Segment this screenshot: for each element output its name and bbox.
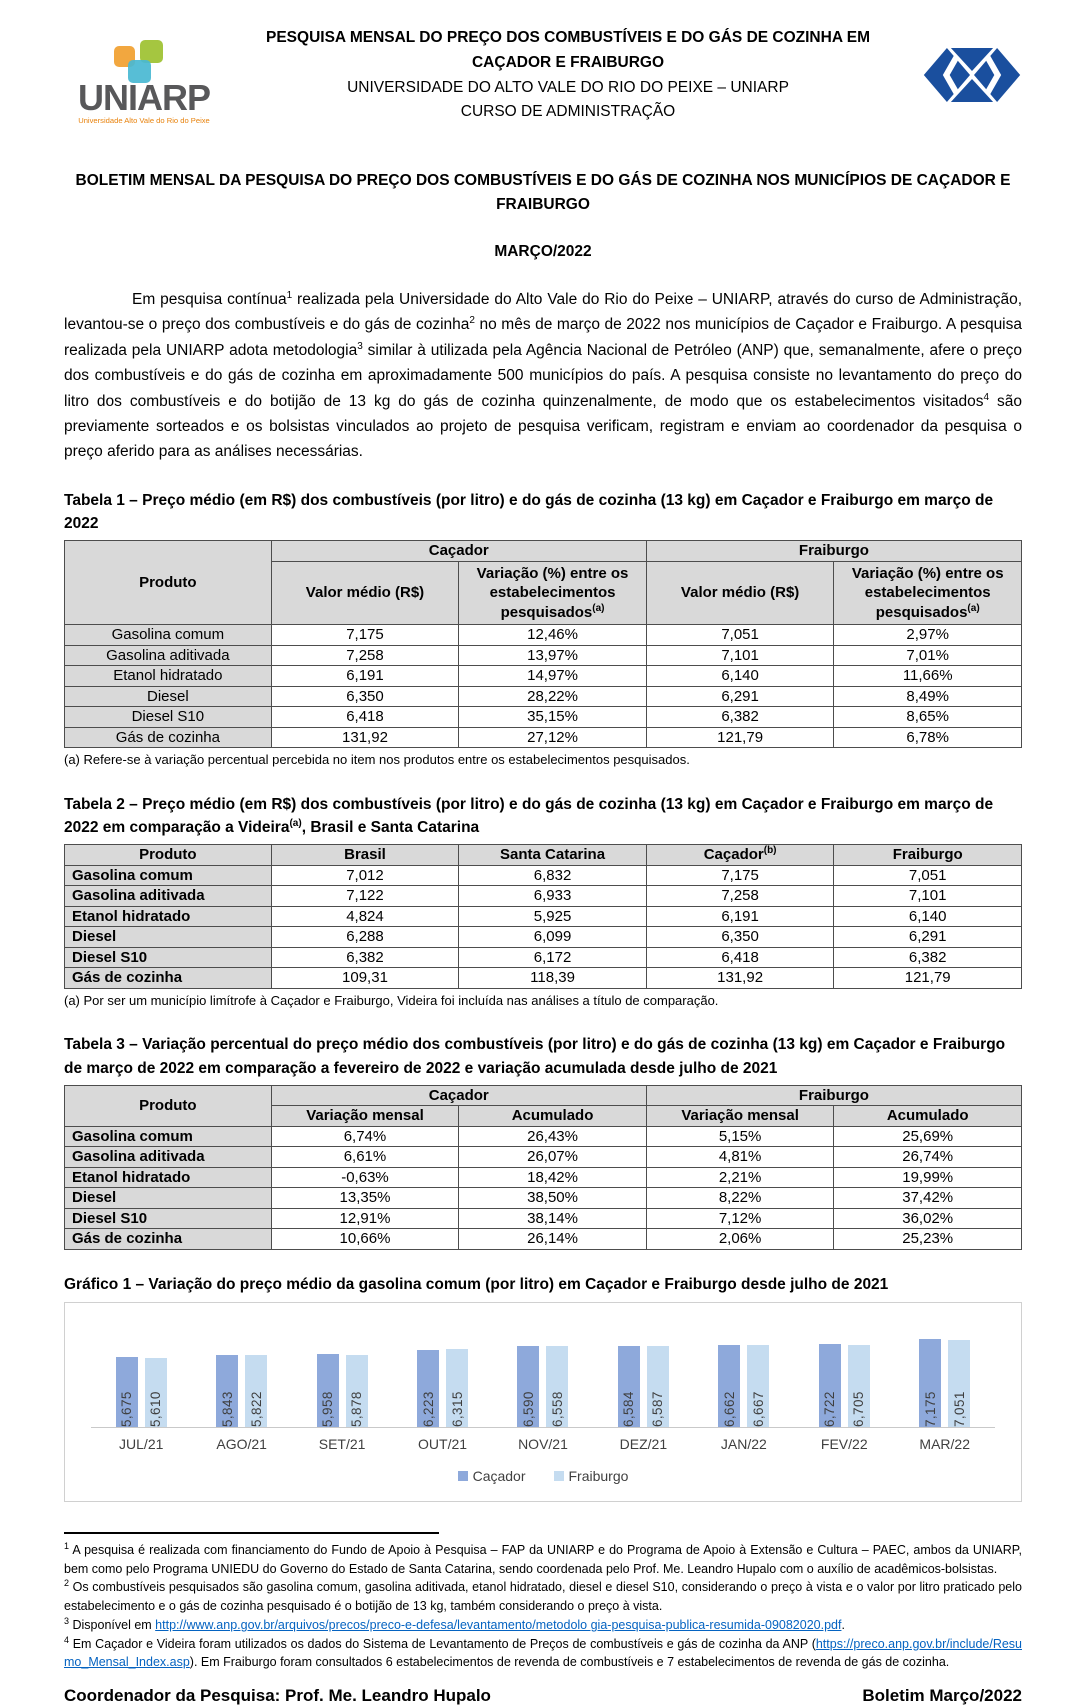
x-axis-label: NOV/21: [518, 1435, 568, 1452]
value-cell: 19,99%: [834, 1167, 1022, 1188]
superscript-marker: (b): [763, 845, 777, 857]
product-cell: Gasolina aditivada: [65, 645, 272, 666]
value-cell: 8,49%: [834, 686, 1022, 707]
bar-value-label: 6,705: [851, 1391, 867, 1427]
bar-group: [493, 1319, 593, 1427]
superscript-marker: 2: [64, 1578, 70, 1589]
bar-caçador: [216, 1355, 238, 1427]
table-row: [65, 947, 1022, 968]
value-cell: 7,175: [646, 865, 834, 886]
x-axis-label: AGO/21: [216, 1435, 267, 1452]
bar-caçador: [919, 1339, 941, 1427]
value-cell: 7,12%: [646, 1208, 834, 1229]
bar-fraiburgo: [145, 1358, 167, 1427]
table-row: [65, 1167, 1022, 1188]
bar-value-label: 5,843: [219, 1391, 235, 1427]
value-cell: 2,97%: [834, 625, 1022, 646]
legend-swatch: [554, 1471, 564, 1481]
uniarp-logo: [64, 24, 234, 139]
header-titles: [234, 24, 902, 125]
value-cell: 6,140: [646, 666, 834, 687]
chart-legend: [91, 1468, 995, 1484]
table-row: [65, 1208, 1022, 1229]
legend-label: Caçador: [472, 1467, 526, 1484]
value-cell: 6,933: [459, 886, 647, 907]
bar-value-label: 5,822: [248, 1391, 264, 1427]
product-cell: Gasolina comum: [65, 625, 272, 646]
bar-group: [91, 1319, 191, 1427]
value-cell: 7,101: [834, 886, 1022, 907]
uniarp-tagline: Universidade Alto Vale do Rio do Peixe: [78, 116, 210, 125]
value-cell: 131,92: [271, 727, 459, 748]
table2-header-row: [65, 845, 1022, 866]
table-row: [65, 865, 1022, 886]
table3: [64, 1085, 1022, 1250]
bar-caçador: [718, 1345, 740, 1427]
bar-value-label: 7,051: [951, 1391, 967, 1427]
footer-bulletin: Boletim Março/2022: [862, 1686, 1022, 1706]
bar-fraiburgo: [546, 1346, 568, 1427]
table-row: [65, 927, 1022, 948]
bar-caçador: [317, 1354, 339, 1427]
bar-caçador: [618, 1346, 640, 1427]
value-cell: 6,350: [271, 686, 459, 707]
product-cell: Etanol hidratado: [65, 666, 272, 687]
superscript-marker: 2: [469, 315, 475, 327]
product-cell: Diesel S10: [65, 707, 272, 728]
value-cell: 6,291: [834, 927, 1022, 948]
bar-fraiburgo: [245, 1355, 267, 1427]
table1-col-fraiburgo: Fraiburgo: [646, 541, 1021, 562]
bar-value-label: 6,590: [520, 1391, 536, 1427]
table2-title: Tabela 2 – Preço médio (em R$) dos combustíveis (por litro) e do gás de cozinha (13 kg) em Caçador e Fraiburgo em março de 2022 em comparação a Videira$^{(a)}$, Brasil e Santa Catarina: [64, 795, 994, 837]
bar-value-label: 6,662: [721, 1391, 737, 1427]
value-cell: 26,07%: [459, 1147, 647, 1168]
bar-value-label: 5,958: [320, 1391, 336, 1427]
table-row: [65, 686, 1022, 707]
product-cell: Etanol hidratado: [65, 1167, 272, 1188]
table3-col-cacador: Caçador: [271, 1085, 646, 1106]
x-axis-label: JAN/22: [720, 1435, 767, 1452]
value-cell: 35,15%: [459, 707, 647, 728]
value-cell: 7,051: [646, 625, 834, 646]
table3-subcol-mensal: Variação mensal: [271, 1106, 459, 1127]
bar-caçador: [819, 1344, 841, 1427]
value-cell: 7,258: [271, 645, 459, 666]
bar-fraiburgo: [346, 1355, 368, 1427]
table2-col-sc: Santa Catarina: [459, 845, 647, 866]
table-row: [65, 707, 1022, 728]
bar-group: [392, 1319, 492, 1427]
table1-subcol-valor: Valor médio (R$): [271, 561, 459, 625]
value-cell: 36,02%: [834, 1208, 1022, 1229]
header-university: UNIVERSIDADE DO ALTO VALE DO RIO DO PEIXE – UNIARP: [347, 78, 789, 96]
superscript-marker: (a): [592, 602, 605, 614]
intro-paragraph: Em pesquisa contínua$^1$ realizada pela Universidade do Alto Vale do Rio do Peixe – UNIARP, através do curso de Administração, levantou-se o preço dos combustíveis e do gás de cozinha$^2$ no mês de março de 2022 nos municípios de Caçador e Fraiburgo. A pesquisa realizada pela UNIARP adota metodologia$^3$ similar à utilizada pela Agência Nacional de Petróleo (ANP) que, semanalmente, afere o preço dos combustíveis e do gás de cozinha em aproximadamente 500 municípios do país. A pesquisa consiste no levantamento do preço do litro dos combustíveis e do botijão de 13 kg do gás de cozinha quinzenalmente, de modo que os estabelecimentos visitados$^4$ são previamente sorteados e os bolsistas vinculados ao projeto de pesquisa verificam, registram e enviam ao coordenador da pesquisa o preço aferido para as análises necessárias.: [64, 289, 1022, 461]
value-cell: 6,191: [646, 906, 834, 927]
value-cell: 7,258: [646, 886, 834, 907]
bar-caçador: [116, 1357, 138, 1427]
table3-col-produto: Produto: [65, 1085, 272, 1126]
value-cell: 12,91%: [271, 1208, 459, 1229]
table3-subcol-acumulado: Acumulado: [459, 1106, 647, 1127]
value-cell: 5,15%: [646, 1126, 834, 1147]
value-cell: 26,74%: [834, 1147, 1022, 1168]
table-row: [65, 1126, 1022, 1147]
product-cell: Gasolina comum: [65, 1126, 272, 1147]
superscript-marker: 3: [357, 340, 363, 352]
bulletin-title: BOLETIM MENSAL DA PESQUISA DO PREÇO DOS COMBUSTÍVEIS E DO GÁS DE COZINHA NOS MUNICÍPIOS DE CAÇADOR E FRAIBURGO: [75, 172, 1011, 214]
table1-subcol-variacao: Variação (%) entre os estabelecimentos pesquisados$^{(a)}$: [834, 561, 1022, 625]
table-row: [65, 666, 1022, 687]
value-cell: 6,350: [646, 927, 834, 948]
product-cell: Diesel S10: [65, 947, 272, 968]
value-cell: 6,140: [834, 906, 1022, 927]
month-title: MARÇO/2022: [494, 243, 592, 261]
bar-value-label: 6,722: [822, 1391, 838, 1427]
value-cell: 6,78%: [834, 727, 1022, 748]
value-cell: 25,23%: [834, 1229, 1022, 1250]
uniarp-logo-graphic: [64, 38, 224, 134]
bar-group: [895, 1319, 995, 1427]
bar-value-label: 5,610: [148, 1391, 164, 1427]
bar-value-label: 6,223: [420, 1391, 436, 1427]
value-cell: 7,01%: [834, 645, 1022, 666]
table-row: [65, 727, 1022, 748]
value-cell: 2,21%: [646, 1167, 834, 1188]
value-cell: 6,418: [646, 947, 834, 968]
bar-value-label: 6,587: [650, 1391, 666, 1427]
table2-col-cacador: Caçador$^{(b)}$: [646, 845, 834, 866]
value-cell: 6,099: [459, 927, 647, 948]
bar-value-label: 6,667: [750, 1391, 766, 1427]
x-axis-label: MAR/22: [919, 1435, 970, 1452]
table1-col-cacador: Caçador: [271, 541, 646, 562]
product-cell: Diesel S10: [65, 1208, 272, 1229]
product-cell: Etanol hidratado: [65, 906, 272, 927]
value-cell: 14,97%: [459, 666, 647, 687]
table1-col-produto: Produto: [65, 541, 272, 625]
superscript-marker: 4: [983, 391, 990, 403]
legend-swatch: [458, 1471, 468, 1481]
value-cell: 7,101: [646, 645, 834, 666]
bar-fraiburgo: [948, 1340, 970, 1427]
value-cell: 121,79: [646, 727, 834, 748]
product-cell: Gasolina aditivada: [65, 1147, 272, 1168]
value-cell: 26,14%: [459, 1229, 647, 1250]
bar-group: [694, 1319, 794, 1427]
chart-plot-area: [91, 1319, 995, 1428]
table1-subcol-valor: Valor médio (R$): [646, 561, 834, 625]
value-cell: 7,051: [834, 865, 1022, 886]
value-cell: 27,12%: [459, 727, 647, 748]
value-cell: 6,382: [646, 707, 834, 728]
bar-group: [593, 1319, 693, 1427]
legend-label: Fraiburgo: [568, 1467, 629, 1484]
bar-value-label: 5,878: [349, 1391, 365, 1427]
value-cell: 13,97%: [459, 645, 647, 666]
table3-body: [65, 1126, 1022, 1249]
bar-value-label: 7,175: [922, 1391, 938, 1427]
footnote-4: $^4$ Em Caçador e Videira foram utilizados os dados do Sistema de Levantamento de Preços de combustíveis e gás de cozinha da ANP (https://preco.anp.gov.br/include/Resumo_Mensal_Index.asp). Em Fraiburgo foram consultados 6 estabelecimentos de revenda de combustíveis e 7 estabelecimentos de revenda de gás de cozinha.: [64, 1634, 1022, 1670]
product-cell: Gás de cozinha: [65, 727, 272, 748]
table3-subcol-acumulado: Acumulado: [834, 1106, 1022, 1127]
product-cell: Diesel: [65, 927, 272, 948]
x-axis-label: SET/21: [318, 1435, 366, 1452]
superscript-marker: 4: [64, 1634, 70, 1645]
table2-col-produto: Produto: [65, 845, 272, 866]
bar-fraiburgo: [647, 1346, 669, 1427]
x-axis-label: DEZ/21: [619, 1435, 668, 1452]
value-cell: 8,22%: [646, 1188, 834, 1209]
value-cell: 37,42%: [834, 1188, 1022, 1209]
legend-item-caçador: [458, 1468, 526, 1484]
value-cell: 131,92: [646, 968, 834, 989]
value-cell: 2,06%: [646, 1229, 834, 1250]
bar-value-label: 5,675: [119, 1391, 135, 1427]
header-course: CURSO DE ADMINISTRAÇÃO: [460, 103, 676, 121]
table-row: [65, 906, 1022, 927]
bar-group: [794, 1319, 894, 1427]
bar-caçador: [417, 1350, 439, 1427]
bar-group: [191, 1319, 291, 1427]
document-header: [64, 24, 1022, 139]
table3-title: Tabela 3 – Variação percentual do preço médio dos combustíveis (por litro) e do gás de cozinha (13 kg) em Caçador e Fraiburgo de março de 2022 em comparação a fevereiro de 2022 e variação acumulada desde julho de 2021: [64, 1036, 1006, 1077]
superscript-marker: 3: [64, 1615, 70, 1626]
value-cell: 12,46%: [459, 625, 647, 646]
table3-subcol-mensal: Variação mensal: [646, 1106, 834, 1127]
footnote-separator: [64, 1532, 439, 1534]
value-cell: 4,824: [271, 906, 459, 927]
superscript-marker: 1: [64, 1540, 70, 1551]
table1-footnote: (a) Refere-se à variação percentual percebida no item nos produtos entre os estabelecimentos pesquisados.: [64, 752, 690, 768]
bar-value-label: 6,315: [449, 1391, 465, 1427]
product-cell: Diesel: [65, 686, 272, 707]
table2-body: [65, 865, 1022, 988]
superscript-marker: 1: [286, 289, 293, 301]
value-cell: 6,291: [646, 686, 834, 707]
value-cell: 8,65%: [834, 707, 1022, 728]
table2-col-brasil: Brasil: [271, 845, 459, 866]
table-row: [65, 968, 1022, 989]
table-row: [65, 645, 1022, 666]
table2-col-fraiburgo: Fraiburgo: [834, 845, 1022, 866]
table1-body: [65, 625, 1022, 748]
footer-coordinator: Coordenador da Pesquisa: Prof. Me. Leandro Hupalo: [64, 1686, 491, 1706]
diamond-logo-graphic: [922, 42, 1022, 108]
superscript-marker: (a): [967, 602, 980, 614]
table3-group-header-row: [65, 1085, 1022, 1106]
value-cell: 18,42%: [459, 1167, 647, 1188]
table2-footnote: (a) Por ser um município limítrofe à Caçador e Fraiburgo, Videira foi incluída nas análises a título de comparação.: [64, 992, 719, 1008]
product-cell: Diesel: [65, 1188, 272, 1209]
table-row: [65, 1188, 1022, 1209]
value-cell: 10,66%: [271, 1229, 459, 1250]
bar-fraiburgo: [446, 1349, 468, 1427]
x-axis-label: JUL/21: [119, 1435, 164, 1452]
value-cell: 4,81%: [646, 1147, 834, 1168]
bar-fraiburgo: [848, 1345, 870, 1427]
footnotes-section: [64, 1532, 1022, 1672]
header-title: PESQUISA MENSAL DO PREÇO DOS COMBUSTÍVEIS E DO GÁS DE COZINHA EM CAÇADOR E FRAIBURGO: [266, 29, 870, 71]
chart-title: Gráfico 1 – Variação do preço médio da gasolina comum (por litro) em Caçador e Fraiburgo desde julho de 2021: [64, 1275, 889, 1293]
bar-group: [292, 1319, 392, 1427]
product-cell: Gasolina comum: [65, 865, 272, 886]
table2: [64, 844, 1022, 989]
bar-value-label: 6,584: [621, 1391, 637, 1427]
table-row: [65, 1229, 1022, 1250]
table1-group-header-row: [65, 541, 1022, 562]
chart-x-axis-labels: [91, 1436, 995, 1452]
footnote-2: $^2$ Os combustíveis pesquisados são gasolina comum, gasolina aditivada, etanol hidratado, diesel e diesel S10, considerando o preço à vista e o valor por litro praticado pelo estabelecimento e o gás de cozinha pesquisado é o botijão de 13 kg, também considerando o preço à vista.: [64, 1578, 1022, 1614]
value-cell: 6,191: [271, 666, 459, 687]
value-cell: 6,74%: [271, 1126, 459, 1147]
value-cell: 38,14%: [459, 1208, 647, 1229]
value-cell: 38,50%: [459, 1188, 647, 1209]
footnote-link[interactable]: http://www.anp.gov.br/arquivos/precos/preco-e-defesa/levantamento/metodolo gia-pesquisa-publica-resumida-09082020.pdf: [155, 1617, 842, 1632]
partner-logo: [902, 24, 1022, 108]
table1-subcol-variacao: Variação (%) entre os estabelecimentos pesquisados$^{(a)}$: [459, 561, 647, 625]
value-cell: 118,39: [459, 968, 647, 989]
value-cell: 7,175: [271, 625, 459, 646]
value-cell: 26,43%: [459, 1126, 647, 1147]
bar-value-label: 6,558: [549, 1391, 565, 1427]
bar-chart: [64, 1302, 1022, 1502]
value-cell: 6,382: [271, 947, 459, 968]
table1: [64, 540, 1022, 748]
value-cell: 5,925: [459, 906, 647, 927]
value-cell: 6,61%: [271, 1147, 459, 1168]
value-cell: -0,63%: [271, 1167, 459, 1188]
product-cell: Gás de cozinha: [65, 968, 272, 989]
value-cell: 6,418: [271, 707, 459, 728]
legend-item-fraiburgo: [554, 1468, 629, 1484]
value-cell: 109,31: [271, 968, 459, 989]
table1-title: Tabela 1 – Preço médio (em R$) dos combustíveis (por litro) e do gás de cozinha (13 kg) em Caçador e Fraiburgo em março de 2022: [64, 491, 994, 533]
value-cell: 28,22%: [459, 686, 647, 707]
footnote-3: $^3$ Disponível em http://www.anp.gov.br/arquivos/precos/preco-e-defesa/levantamento/metodolo gia-pesquisa-publica-resumida-09082020.pdf.: [64, 1615, 845, 1632]
svg-text:UNIARP: UNIARP: [77, 77, 211, 118]
value-cell: 13,35%: [271, 1188, 459, 1209]
product-cell: Gás de cozinha: [65, 1229, 272, 1250]
value-cell: 7,122: [271, 886, 459, 907]
value-cell: 6,288: [271, 927, 459, 948]
bar-fraiburgo: [747, 1345, 769, 1427]
table-row: [65, 1147, 1022, 1168]
value-cell: 11,66%: [834, 666, 1022, 687]
value-cell: 25,69%: [834, 1126, 1022, 1147]
superscript-marker: (a): [289, 818, 302, 830]
value-cell: 7,012: [271, 865, 459, 886]
document-footer: [64, 1686, 1022, 1706]
bar-caçador: [517, 1346, 539, 1427]
footnote-link[interactable]: https://preco.anp.gov.br/include/Resumo_Mensal_Index.asp: [64, 1636, 1022, 1670]
table-row: [65, 625, 1022, 646]
x-axis-label: FEV/22: [820, 1435, 868, 1452]
value-cell: 6,382: [834, 947, 1022, 968]
product-cell: Gasolina aditivada: [65, 886, 272, 907]
value-cell: 6,832: [459, 865, 647, 886]
x-axis-label: OUT/21: [418, 1435, 468, 1452]
value-cell: 121,79: [834, 968, 1022, 989]
footnote-1: $^1$ A pesquisa é realizada com financiamento do Fundo de Apoio à Pesquisa – FAP da UNIARP e do Programa de Apoio à Extensão e Cultura – PAEC, ambos da UNIARP, bem como pelo Programa UNIEDU do Governo do Estado de Santa Catarina, sendo coordenada pelo Prof. Me. Leandro Hupalo com o auxílio de acadêmicos-bolsistas.: [64, 1540, 1022, 1576]
table-row: [65, 886, 1022, 907]
table3-col-fraiburgo: Fraiburgo: [646, 1085, 1021, 1106]
value-cell: 6,172: [459, 947, 647, 968]
